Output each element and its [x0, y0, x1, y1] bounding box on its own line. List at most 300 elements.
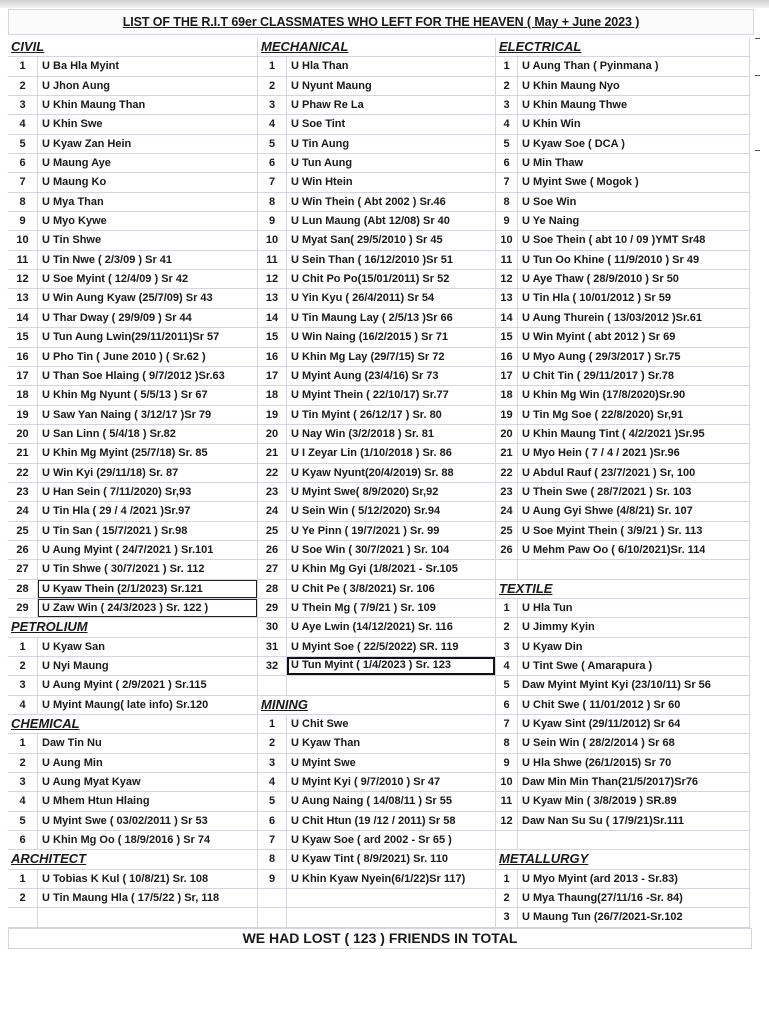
list-item	[496, 135, 750, 154]
list-item	[496, 889, 750, 908]
blank-cell	[496, 831, 518, 849]
item-name: U Win Thein ( Abt 2002 ) Sr.46	[291, 195, 446, 208]
item-name: U Myint Maung( late info) Sr.120	[42, 698, 209, 711]
item-number: 14	[496, 309, 518, 327]
list-item	[496, 483, 750, 502]
item-name: U Nyunt Maung	[291, 79, 372, 92]
list-item	[258, 560, 496, 579]
item-number: 2	[258, 77, 287, 95]
item-number: 15	[258, 328, 287, 346]
item-number: 18	[258, 386, 287, 404]
item-number: 13	[258, 289, 287, 307]
item-number: 16	[258, 348, 287, 366]
item-number: 6	[496, 696, 518, 714]
list-item	[8, 541, 258, 560]
blank-cell	[496, 560, 518, 578]
item-number: 17	[8, 367, 38, 385]
item-name: U Sein Win ( 5/12/2020) Sr.94	[291, 505, 441, 518]
section-heading-text: CHEMICAL	[11, 716, 80, 732]
item-number: 13	[496, 289, 518, 307]
item-number: 3	[8, 96, 38, 114]
item-number: 3	[258, 754, 287, 772]
item-name: U Win Htein	[291, 176, 353, 189]
list-item	[496, 115, 750, 134]
item-name: U Tin Aung	[291, 137, 350, 150]
item-number: 3	[496, 96, 518, 114]
list-item	[496, 676, 750, 695]
item-number: 20	[258, 425, 287, 443]
list-item	[496, 870, 750, 889]
section-heading-metallurgy	[496, 850, 750, 869]
list-item	[496, 754, 750, 773]
item-name: U Kyaw Soe ( ard 2002 - Sr 65 )	[291, 834, 452, 847]
list-item	[8, 251, 258, 270]
item-number: 19	[8, 406, 38, 424]
item-name: U Khin Mg Oo ( 18/9/2016 ) Sr 74	[42, 834, 211, 847]
item-number: 8	[8, 193, 38, 211]
item-name: U Tin Myint ( 26/12/17 ) Sr. 80	[291, 408, 442, 421]
list-item	[496, 251, 750, 270]
list-item	[496, 289, 750, 308]
item-number: 2	[496, 618, 518, 636]
item-name: U Khin Maung Thwe	[522, 99, 628, 112]
list-item	[496, 908, 750, 927]
list-item	[8, 831, 258, 850]
item-number: 15	[496, 328, 518, 346]
item-number: 12	[496, 270, 518, 288]
item-name: U Tun Oo Khine ( 11/9/2010 ) Sr 49	[522, 253, 700, 266]
item-name: U I Zeyar Lin (1/10/2018 ) Sr. 86	[291, 447, 452, 460]
list-item	[258, 367, 496, 386]
item-name: U Than Soe Hlaing ( 9/7/2012 )Sr.63	[42, 369, 225, 382]
list-item	[8, 96, 258, 115]
item-number: 9	[8, 212, 38, 230]
item-number: 1	[8, 638, 38, 656]
item-number: 8	[258, 850, 287, 868]
list-item	[496, 57, 750, 76]
item-number: 3	[496, 908, 518, 926]
list-item	[496, 599, 750, 618]
item-name: U Mhem Htun Hlaing	[42, 795, 150, 808]
list-item	[8, 348, 258, 367]
item-number: 12	[8, 270, 38, 288]
item-name: U Tin Nwe ( 2/3/09 ) Sr 41	[42, 253, 173, 266]
item-number: 21	[258, 444, 287, 462]
margin-mark	[755, 75, 760, 76]
list-item	[8, 599, 258, 618]
item-name: U Tin Shwe	[42, 234, 102, 247]
section-heading-civil	[8, 38, 258, 57]
list-item	[496, 77, 750, 96]
item-name: U Myat San( 29/5/2010 ) Sr 45	[291, 234, 443, 247]
list-item	[258, 792, 496, 811]
item-number: 19	[496, 406, 518, 424]
item-number: 10	[496, 231, 518, 249]
item-name: U Khin Mg Gyi (1/8/2021 - Sr.105	[291, 563, 458, 576]
list-item	[8, 135, 258, 154]
item-name: U Kyaw San	[42, 640, 105, 653]
list-item	[496, 154, 750, 173]
item-number: 23	[8, 483, 38, 501]
item-number: 18	[496, 386, 518, 404]
item-number: 4	[8, 696, 38, 714]
list-item	[496, 541, 750, 560]
list-item	[496, 367, 750, 386]
item-name: Daw Min Min Than(21/5/2017)Sr76	[522, 776, 699, 789]
list-item	[8, 309, 258, 328]
item-name: U Aung Myat Kyaw	[42, 776, 141, 789]
item-number: 26	[8, 541, 38, 559]
item-number: 7	[496, 173, 518, 191]
item-name: U Soe Win ( 30/7/2021 ) Sr. 104	[291, 543, 450, 556]
list-item	[496, 270, 750, 289]
item-name: U Myint Kyi ( 9/7/2010 ) Sr 47	[291, 776, 441, 789]
list-item	[496, 618, 750, 637]
item-number: 11	[8, 251, 38, 269]
item-name: U Khin Kyaw Nyein(6/1/22)Sr 117)	[291, 872, 466, 885]
item-number: 4	[258, 115, 287, 133]
item-number: 5	[258, 135, 287, 153]
section-heading-architect	[8, 850, 258, 869]
item-number: 1	[496, 57, 518, 75]
item-name: U Kyaw Thein (2/1/2023) Sr.121	[38, 580, 257, 598]
blank-cell	[8, 908, 38, 926]
item-name: U Aye Lwin (14/12/2021) Sr. 116	[291, 621, 453, 634]
list-item	[258, 754, 496, 773]
list-item	[8, 522, 258, 541]
list-item	[258, 406, 496, 425]
item-name: U Aung Myint ( 24/7/2021 ) Sr.101	[42, 543, 214, 556]
list-item	[8, 502, 258, 521]
item-number: 9	[496, 754, 518, 772]
list-item	[8, 560, 258, 579]
item-number: 19	[258, 406, 287, 424]
item-number: 1	[8, 870, 38, 888]
section-heading-text: PETROLIUM	[11, 619, 88, 635]
list-item	[496, 638, 750, 657]
item-number: 12	[258, 270, 287, 288]
item-number: 20	[8, 425, 38, 443]
item-name: U Mehm Paw Oo ( 6/10/2021)Sr. 114	[522, 543, 706, 556]
item-name: U Khin Mg Myint (25/7/18) Sr. 85	[42, 447, 208, 460]
item-number: 22	[496, 464, 518, 482]
blank-cell	[258, 889, 287, 907]
list-item	[258, 251, 496, 270]
list-item	[258, 502, 496, 521]
list-item	[8, 154, 258, 173]
list-item	[496, 309, 750, 328]
item-number: 23	[258, 483, 287, 501]
item-number: 5	[496, 135, 518, 153]
item-number: 3	[8, 773, 38, 791]
item-name: Daw Myint Myint Kyi (23/10/11) Sr 56	[522, 679, 711, 692]
item-name: U Khin Maung Than	[42, 99, 146, 112]
list-item	[258, 154, 496, 173]
item-name: U Aye Thaw ( 28/9/2010 ) Sr 50	[522, 273, 679, 286]
item-number: 12	[496, 812, 518, 830]
item-name: U Kyaw Nyunt(20/4/2019) Sr. 88	[291, 466, 454, 479]
item-name: U Abdul Rauf ( 23/7/2021 ) Sr, 100	[522, 466, 696, 479]
section-heading-textile	[496, 580, 750, 599]
item-name: U Pho Tin ( June 2010 ) ( Sr.62 )	[42, 350, 206, 363]
item-name: U Win Myint ( abt 2012 ) Sr 69	[522, 331, 676, 344]
list-item	[258, 212, 496, 231]
item-number: 4	[496, 657, 518, 675]
item-number: 13	[8, 289, 38, 307]
item-name: U Tun Aung Lwin(29/11/2011)Sr 57	[42, 331, 220, 344]
list-item	[8, 212, 258, 231]
list-item	[258, 57, 496, 76]
item-name: U Myint Thein ( 22/10/17) Sr.77	[291, 389, 449, 402]
item-name: U Tin Maung Lay ( 2/5/13 )Sr 66	[291, 311, 453, 324]
section-heading-text: ELECTRICAL	[499, 39, 582, 54]
item-name: U Tin Hla ( 29 / 4 /2021 )Sr.97	[42, 505, 191, 518]
item-name: U Kyaw Sint (29/11/2012) Sr 64	[522, 718, 681, 731]
list-item	[496, 406, 750, 425]
item-number: 25	[8, 522, 38, 540]
item-number: 28	[258, 580, 287, 598]
list-item	[8, 77, 258, 96]
item-name: U Aung Min	[42, 756, 103, 769]
item-number: 2	[8, 657, 38, 675]
list-item	[8, 754, 258, 773]
item-name: U Maung Aye	[42, 157, 111, 170]
item-name: U Khin Mg Nyunt ( 5/5/13 ) Sr 67	[42, 389, 208, 402]
list-item	[258, 870, 496, 889]
column-middle	[258, 38, 496, 928]
item-name: U Min Thaw	[522, 157, 584, 170]
item-number: 7	[496, 715, 518, 733]
item-name: U Soe Tint	[291, 118, 346, 131]
item-number: 11	[258, 251, 287, 269]
item-number: 2	[496, 889, 518, 907]
item-number: 5	[496, 676, 518, 694]
item-name: U Aung Thurein ( 13/03/2012 )Sr.61	[522, 311, 702, 324]
item-name: U Chit Swe	[291, 718, 349, 731]
item-name: U Chit Htun (19 /12 / 2011) Sr 58	[291, 814, 456, 827]
item-number: 3	[258, 96, 287, 114]
item-number: 32	[258, 657, 287, 675]
item-number: 16	[8, 348, 38, 366]
item-number: 1	[496, 599, 518, 617]
item-number: 16	[496, 348, 518, 366]
item-name: U Han Sein ( 7/11/2020) Sr,93	[42, 485, 192, 498]
item-number: 26	[496, 541, 518, 559]
item-number: 14	[258, 309, 287, 327]
item-name: U Khin Mg Lay (29/7/15) Sr 72	[291, 350, 445, 363]
item-number: 2	[8, 889, 38, 907]
item-name: U Khin Win	[522, 118, 581, 131]
item-number: 6	[258, 154, 287, 172]
item-name: U Sein Win ( 28/2/2014 ) Sr 68	[522, 737, 675, 750]
list-item	[496, 348, 750, 367]
page-title: LIST OF THE R.I.T 69er CLASSMATES WHO LEFT FOR THE HEAVEN ( May + June 2023 )	[122, 15, 640, 29]
item-number: 9	[258, 870, 287, 888]
blank-cell	[258, 908, 287, 926]
item-number: 2	[496, 77, 518, 95]
item-name: U Win Kyi (29/11/18) Sr. 87	[42, 466, 179, 479]
item-name: Daw Nan Su Su ( 17/9/21)Sr.111	[522, 814, 685, 827]
item-number: 5	[258, 792, 287, 810]
item-name: U Khin Maung Tint ( 4/2/2021 )Sr.95	[522, 427, 705, 440]
item-number: 5	[8, 812, 38, 830]
list-item	[8, 580, 258, 599]
list-item	[496, 173, 750, 192]
list-item	[258, 231, 496, 250]
list-item	[258, 522, 496, 541]
list-item	[8, 812, 258, 831]
item-name: U Kyaw Than	[291, 737, 361, 750]
item-number: 24	[258, 502, 287, 520]
item-name: U Tun Myint ( 1/4/2023 ) Sr. 123	[287, 657, 495, 675]
list-item	[8, 406, 258, 425]
list-item	[8, 57, 258, 76]
item-name: U Nyi Maung	[42, 660, 109, 672]
item-number: 11	[496, 251, 518, 269]
item-number: 7	[258, 173, 287, 191]
list-item	[8, 889, 258, 908]
list-item	[496, 812, 750, 831]
item-name: U Maung Tun (26/7/2021-Sr.102	[522, 911, 683, 924]
item-name: U Khin Swe	[42, 118, 103, 131]
item-name: U Hla Shwe (26/1/2015) Sr 70	[522, 756, 672, 769]
list-item	[258, 96, 496, 115]
blank-row	[258, 676, 496, 695]
list-item	[496, 696, 750, 715]
item-number: 31	[258, 638, 287, 656]
section-heading-petroleum	[8, 618, 258, 637]
item-name: U Myint Swe ( 03/02/2011 ) Sr 53	[42, 814, 208, 827]
item-number: 7	[8, 173, 38, 191]
item-name: U Thein Swe ( 28/7/2021 ) Sr. 103	[522, 485, 692, 498]
list-item	[8, 676, 258, 695]
list-item	[496, 715, 750, 734]
item-name: U Khin Maung Nyo	[522, 79, 620, 92]
item-name: U Soe Myint ( 12/4/09 ) Sr 42	[42, 273, 189, 286]
item-number: 2	[8, 754, 38, 772]
list-item	[258, 135, 496, 154]
item-number: 14	[8, 309, 38, 327]
blank-row	[258, 908, 496, 927]
total-summary: WE HAD LOST ( 123 ) FRIENDS IN TOTAL	[8, 928, 752, 949]
item-number: 6	[258, 812, 287, 830]
item-name: U Ba Hla Myint	[42, 60, 120, 73]
list-item	[496, 212, 750, 231]
list-item	[8, 444, 258, 463]
item-number: 26	[258, 541, 287, 559]
list-item	[258, 657, 496, 676]
list-item	[8, 289, 258, 308]
list-item	[258, 270, 496, 289]
item-name: U Myint Soe ( 22/5/2022) SR. 119	[291, 640, 459, 653]
item-name: U San Linn ( 5/4/18 ) Sr.82	[42, 427, 176, 440]
item-name: U Soe Myint Thein ( 3/9/21 ) Sr. 113	[522, 524, 703, 537]
item-name: U Myo Aung ( 29/3/2017 ) Sr.75	[522, 350, 681, 363]
item-name: Daw Tin Nu	[42, 737, 102, 750]
item-name: U Win Aung Kyaw (25/7/09) Sr 43	[42, 292, 213, 305]
list-item	[8, 425, 258, 444]
item-number: 18	[8, 386, 38, 404]
list-item	[258, 289, 496, 308]
item-name: U Tun Aung	[291, 157, 353, 170]
list-item	[496, 464, 750, 483]
item-number: 21	[8, 444, 38, 462]
section-heading-mining	[258, 696, 496, 715]
blank-row	[8, 908, 258, 927]
item-number: 1	[8, 57, 38, 75]
list-item	[496, 792, 750, 811]
item-name: U Kyaw Din	[522, 640, 583, 653]
list-item	[8, 367, 258, 386]
list-item	[258, 773, 496, 792]
item-name: U Saw Yan Naing ( 3/12/17 )Sr 79	[42, 408, 212, 421]
section-heading-chemical	[8, 715, 258, 734]
item-number: 8	[496, 734, 518, 752]
blank-row	[496, 831, 750, 850]
section-heading-text: CIVIL	[11, 39, 45, 54]
item-name: U Kyaw Soe ( DCA )	[522, 137, 625, 150]
item-number: 10	[496, 773, 518, 791]
list-item	[8, 734, 258, 753]
section-heading-text: MECHANICAL	[261, 39, 349, 54]
list-item	[258, 580, 496, 599]
list-item	[496, 386, 750, 405]
list-item	[496, 734, 750, 753]
item-number: 29	[258, 599, 287, 617]
item-name: U Lun Maung (Abt 12/08) Sr 40	[291, 215, 450, 228]
item-name: U Mya Thaung(27/11/16 -Sr. 84)	[522, 892, 683, 905]
item-number: 3	[8, 676, 38, 694]
item-number: 9	[496, 212, 518, 230]
list-item	[496, 657, 750, 676]
section-heading-text: MINING	[261, 696, 308, 712]
item-name: U Thein Mg ( 7/9/21 ) Sr. 109	[291, 601, 436, 614]
blank-row	[258, 889, 496, 908]
list-item	[496, 96, 750, 115]
item-name: U Tobias K Kul ( 10/8/21) Sr. 108	[42, 872, 209, 885]
item-name: U Tin Hla ( 10/01/2012 ) Sr 59	[522, 292, 671, 305]
item-number: 1	[8, 734, 38, 752]
section-heading-text: TEXTILE	[499, 580, 553, 596]
list-item	[496, 328, 750, 347]
item-name: U Sein Than ( 16/12/2010 )Sr 51	[291, 253, 454, 266]
item-name: U Myint Swe( 8/9/2020) Sr,92	[291, 485, 439, 498]
item-name: U Soe Win	[522, 195, 577, 208]
item-number: 24	[8, 502, 38, 520]
item-name: U Myint Swe	[291, 756, 356, 769]
item-name: U Chit Tin ( 29/11/2017 ) Sr.78	[522, 369, 675, 382]
item-name: U Kyaw Min ( 3/8/2019 ) SR.89	[522, 795, 677, 808]
item-number: 27	[258, 560, 287, 578]
blank-row	[496, 560, 750, 579]
item-number: 24	[496, 502, 518, 520]
item-number: 10	[8, 231, 38, 249]
item-number: 9	[258, 212, 287, 230]
item-name: U Myo Hein ( 7 / 4 / 2021 )Sr.96	[522, 447, 680, 460]
list-item	[258, 328, 496, 347]
list-item	[258, 831, 496, 850]
list-item	[496, 425, 750, 444]
item-number: 6	[496, 154, 518, 172]
item-number: 6	[8, 154, 38, 172]
item-name: U Chit Po Po(15/01/2011) Sr 52	[291, 273, 450, 286]
list-item	[496, 231, 750, 250]
item-number: 10	[258, 231, 287, 249]
blank-cell	[258, 676, 287, 694]
list-item	[258, 173, 496, 192]
list-item	[258, 734, 496, 753]
item-name: U Khin Mg Win (17/8/2020)Sr.90	[522, 389, 686, 402]
